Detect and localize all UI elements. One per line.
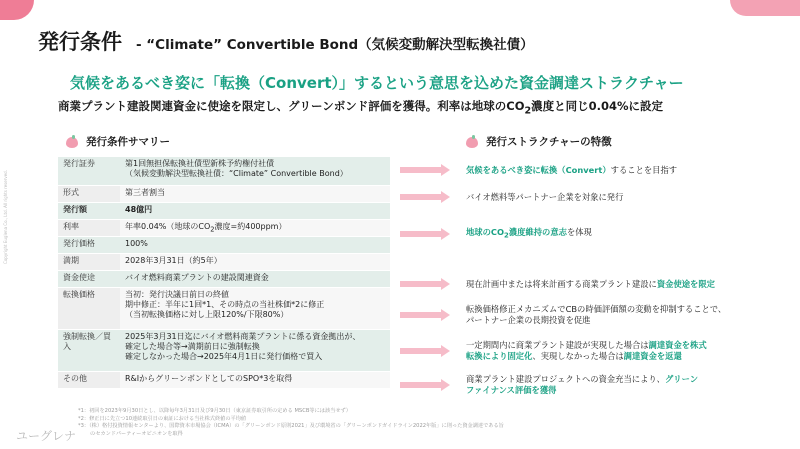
- peach-icon: [466, 135, 479, 148]
- feature-item: 商業プラント建設プロジェクトへの資金充当により、グリーン ファイナンス評価を獲得: [400, 374, 786, 396]
- company-logo: ユーグレナ: [16, 429, 77, 443]
- table-row: その他 R&IからグリーンボンドとしてのSPO*3を取得: [58, 372, 390, 389]
- feature-item: 気候をあるべき姿に転換（Convert）することを目指す: [400, 164, 786, 176]
- arrow-right-icon: [400, 345, 450, 357]
- arrow-right-icon: [400, 191, 450, 203]
- arrow-right-icon: [400, 164, 450, 176]
- table-row: 利率 年率0.04%（地球の$CO_2$濃度=約400ppm）: [58, 219, 390, 237]
- feature-item: 一定期間内に商業プラント建設が実現した場合は調達資金を株式 転換により固定化、実現しなかった場合は調達資金を返還: [400, 340, 786, 362]
- arrow-right-icon: [400, 228, 450, 240]
- table-row: 形式 第三者割当: [58, 185, 390, 202]
- corner-decoration-right: [730, 0, 800, 16]
- feature-item: 転換価格修正メカニズムでCBの時価評価額の変動を抑制することで、 パートナー企業の長期投資を促進: [400, 304, 786, 326]
- title-main: 発行条件: [38, 30, 122, 54]
- arrow-right-icon: [400, 379, 450, 391]
- feature-item: 地球の$CO_2$濃度維持の意志を体現: [400, 227, 786, 242]
- footnotes: *1：初回を2023年9月30日とし、以降毎年3月31日及び9月30日（東京証券取引所の定める MSCB等には該当せず） *2：修正日に先立つ10連続取引日の東証における当社株式終値の平均値 *3：（株）格付投資情報センターより、国際資本市場協会（ICMA）の「グリーンボンド原則2021」及び環境省の「グリーンボンドガイドライン2022年版」に則った資金調達である旨 のセカンドパーティーオピニオンを取得: [78, 408, 504, 437]
- copyright-text: Copyright Euglena Co., Ltd. All rights reserved.: [3, 170, 8, 264]
- feature-item: 現在計画中または将来計画する商業プラント建設に資金使途を限定: [400, 278, 786, 290]
- title-sub: - “Climate” Convertible Bond（気候変動解決型転換社債）: [136, 37, 534, 53]
- table-row: 発行証券 第1回無担保転換社債型新株予約権付社債 （気候変動解決型転換社債：“Climate” Convertible Bond）: [58, 157, 390, 185]
- table-row: 発行額 48億円: [58, 202, 390, 219]
- table-row: 強制転換／買入 2025年3月31日迄にバイオ燃料商業プラントに係る資金拠出が、 確定した場合等→満期前日に強制転換 確定しなかった場合→2025年4月1日に発行価格で買入: [58, 330, 390, 372]
- table-row: 転換価格 当初：発行決議日前日の終値 期中修正：半年に1回*1、その時点の当社株価*2に修正 （当初転換価格に対し上限120%/下限80%）: [58, 288, 390, 330]
- corner-decoration: [0, 0, 34, 20]
- summary-section-title: 発行条件サマリー: [66, 134, 170, 149]
- headline: 気候をあるべき姿に「転換（Convert）」するという意思を込めた資金調達ストラクチャー: [70, 74, 684, 92]
- page-title: [38, 26, 534, 56]
- table-row: 発行価格 100%: [58, 237, 390, 254]
- table-row: 資金使途 バイオ燃料商業プラントの建設関連資金: [58, 271, 390, 288]
- summary-table: [58, 157, 390, 389]
- feature-item: バイオ燃料等パートナー企業を対象に発行: [400, 191, 786, 203]
- arrow-right-icon: [400, 309, 450, 321]
- table-row: 満期 2028年3月31日（約5年）: [58, 254, 390, 271]
- subheadline: 商業プラント建設関連資金に使途を限定し、グリーンボンド評価を獲得。利率は地球の$CO_2$濃度と同じ0.04%に設定: [58, 99, 664, 117]
- peach-icon: [66, 135, 79, 148]
- structure-section-title: 発行ストラクチャーの特徴: [466, 134, 612, 149]
- arrow-right-icon: [400, 278, 450, 290]
